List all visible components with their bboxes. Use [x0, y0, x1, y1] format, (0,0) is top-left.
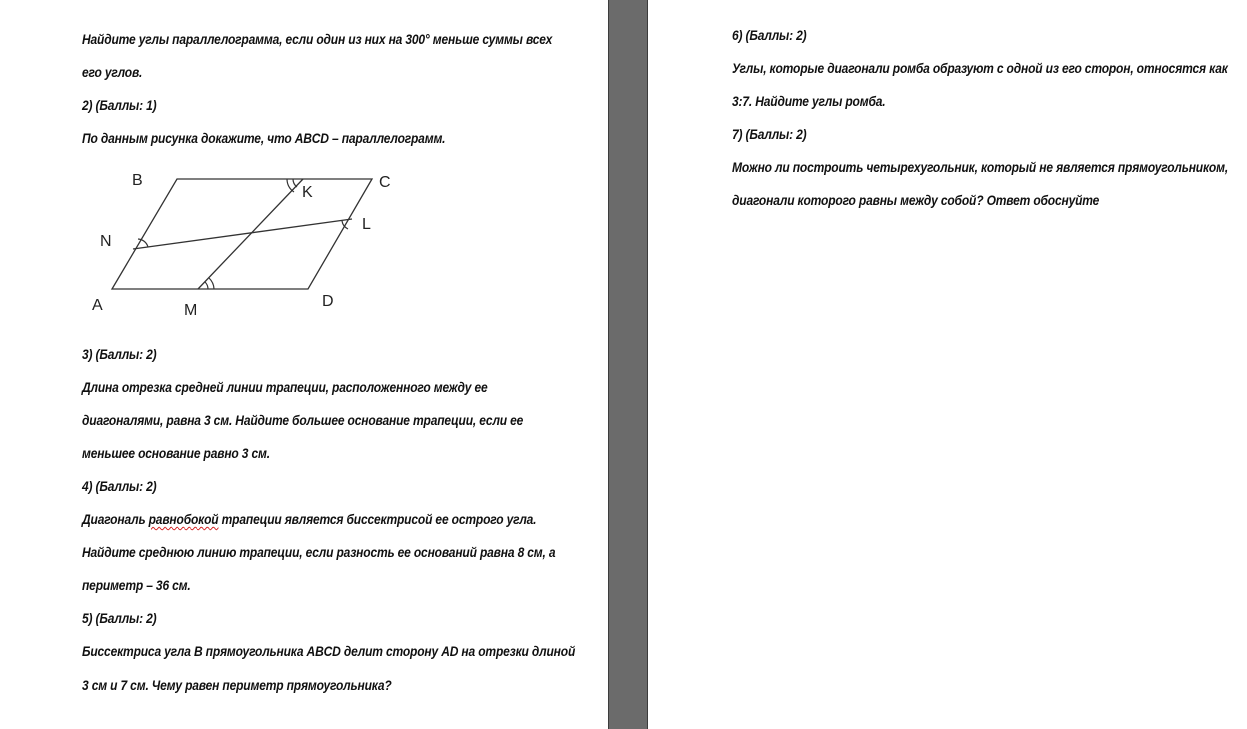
label-c: C: [379, 174, 391, 191]
q5-text-line-2: 3 см и 7 см. Чему равен периметр прямоугольника?: [82, 677, 392, 693]
label-b: B: [132, 172, 143, 189]
q3-text-line-2: диагоналями, равна 3 см. Найдите большее основание трапеции, если ее: [82, 412, 524, 428]
q4-text-prefix: Диагональ: [82, 511, 149, 527]
segment-mk: [198, 179, 303, 289]
q2-heading: 2) (Баллы: 1): [82, 97, 157, 113]
label-a: A: [92, 297, 103, 314]
q5-text-line-1: Биссектриса угла B прямоугольника ABCD делит сторону AD на отрезки длиной: [82, 643, 576, 659]
q6-text-line-1: Углы, которые диагонали ромба образуют с одной из его сторон, относятся как: [732, 60, 1228, 76]
label-l: L: [362, 216, 371, 233]
q7-text-line-1: Можно ли построить четырехугольник, который не является прямоугольником,: [732, 159, 1229, 175]
q7-text-line-2: диагонали которого равны между собой? Ответ обоснуйте: [732, 192, 1100, 208]
page-gutter: [608, 0, 648, 729]
right-page: [648, 0, 1247, 729]
q3-text-line-3: меньшее основание равно 3 см.: [82, 445, 270, 461]
label-d: D: [322, 293, 334, 310]
angle-mark-m-2: [209, 278, 214, 289]
q7-heading: 7) (Баллы: 2): [732, 126, 807, 142]
q3-heading: 3) (Баллы: 2): [82, 346, 157, 362]
q4-text-suffix: трапеции является биссектрисой ее острого угла.: [218, 511, 537, 527]
angle-mark-m: [205, 282, 208, 289]
q4-text-line-3: периметр – 36 см.: [82, 577, 191, 593]
q4-text-line-1: [82, 511, 536, 527]
label-n: N: [100, 233, 112, 250]
left-page: [0, 0, 608, 729]
segment-nl: [133, 219, 352, 249]
angle-mark-k: [293, 179, 297, 187]
label-k: K: [302, 184, 313, 201]
q6-heading: 6) (Баллы: 2): [732, 27, 807, 43]
label-m: M: [184, 302, 198, 319]
q5-heading: 5) (Баллы: 2): [82, 610, 157, 626]
q4-text-line-2: Найдите среднюю линию трапеции, если разность ее оснований равна 8 см, а: [82, 544, 556, 560]
parallelogram-figure: [90, 165, 420, 325]
q6-text-line-2: 3:7. Найдите углы ромба.: [732, 93, 886, 109]
q3-text-line-1: Длина отрезка средней линии трапеции, расположенного между ее: [82, 379, 488, 395]
q4-heading: 4) (Баллы: 2): [82, 478, 157, 494]
misspelled-word[interactable]: равнобокой: [148, 511, 219, 527]
q1-text-line-1: Найдите углы параллелограмма, если один из них на 300° меньше суммы всех: [82, 31, 553, 47]
q1-text-line-2: его углов.: [82, 64, 143, 80]
q2-text: По данным рисунка докажите, что ABCD – параллелограмм.: [82, 130, 446, 146]
